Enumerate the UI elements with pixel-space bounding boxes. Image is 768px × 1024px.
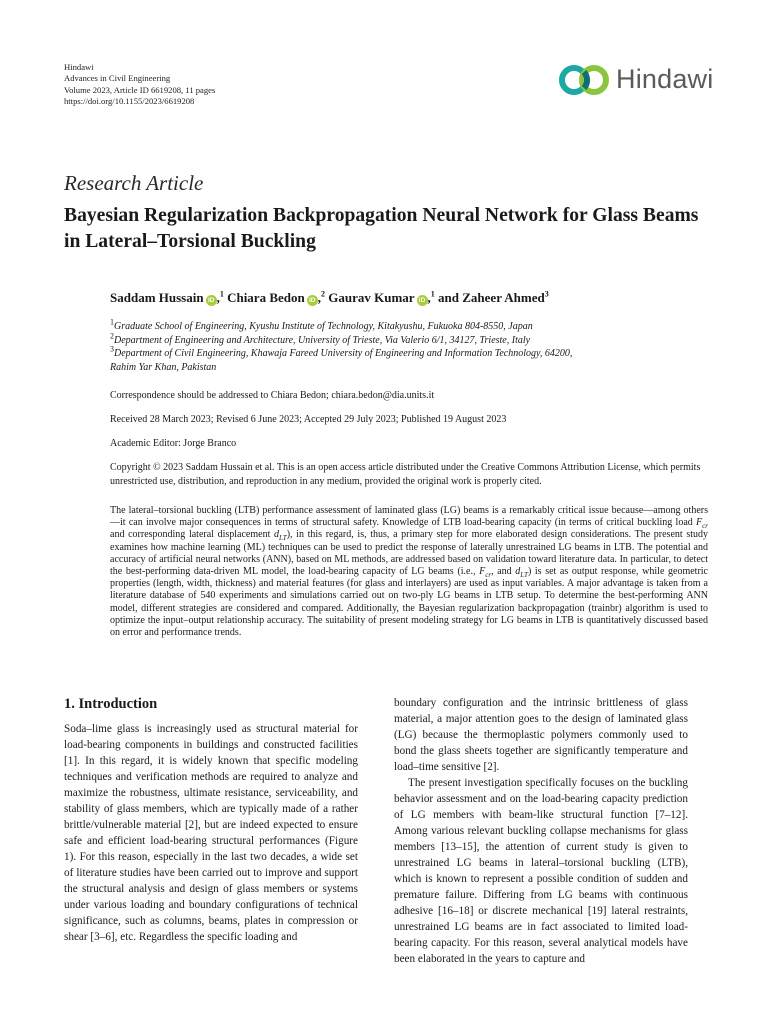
- hindawi-logo: [557, 63, 717, 97]
- journal-header: [64, 62, 215, 108]
- affiliation-mark: 1: [219, 289, 224, 299]
- paragraph: Soda–lime glass is increasingly used as structural material for load-bearing components in buildings and constructed facilities [1]. In this regard, it is widely known that specific modeling techniques and verification methods are required to analyze and maximize the robustness, ultimate resistance, serviceability, and stability of glass members, which are typically made of a rather brittle/vulnerable material [2], but are indeed expected to ensure safe and efficient load-bearing structural performances (Figure 1). For this reason, especially in the last two decades, a wide set of literature studies have been carried out to improve and support the structural analysis and design of glass members or systems under various loading and boundary configurations of technical significance, such as columns, beams, plates in compression or shear [3–6], etc. Regardless the specific loading and: [64, 723, 358, 943]
- author-name: and Zaheer Ahmed: [438, 290, 545, 305]
- orcid-icon[interactable]: iD: [206, 295, 217, 306]
- paragraph: boundary configuration and the intrinsic brittleness of glass material, a major attention goes to the design of laminated glass (LG) because the thermoplastic polymers commonly used to bond the glass sheets together are significantly temperature and load–time sensitive [2].: [394, 697, 688, 773]
- copyright-notice: Copyright © 2023 Saddam Hussain et al. This is an open access article distributed under the Creative Commons Attribution License, which permits unrestricted use, distribution, and reproduction in any medium, provided the original work is properly cited.: [110, 462, 701, 487]
- body-column-right: [394, 695, 688, 967]
- affiliation-mark: 3: [544, 289, 549, 299]
- affiliations: [110, 317, 710, 374]
- publisher-name: Hindawi: [64, 62, 94, 72]
- academic-editor: Academic Editor: Jorge Branco: [110, 438, 237, 449]
- volume-info: Volume 2023, Article ID 6619208, 11 pages: [64, 84, 216, 95]
- article-type: Research Article: [64, 171, 204, 195]
- hindawi-rings-icon: [557, 63, 613, 97]
- body-column-left: [64, 721, 358, 945]
- doi-link[interactable]: https://doi.org/10.1155/2023/6619208: [64, 96, 195, 107]
- affiliation-line: $^3$Department of Civil Engineering, Khawaja Fareed University of Engineering and Information Technology, 64200,: [110, 344, 573, 360]
- paragraph: The present investigation specifically focuses on the buckling behavior assessment and on the load-bearing capacity prediction of LG members with beam-like structural function [7–12]. Among various relevant buckling collapse mechanisms for glass members [13–15], the attention of current study is given to unrestrained LG beams in lateral–torsional buckling (LTB), which is known to represent a possible condition of sudden and premature failure. Differing from LG beams with continuous adhesive [16–18] or discrete mechanical [19] lateral restraints, unrestrained LG beams are in fact associated to limited load-bearing capacity. For this reason, several analytical models have been elaborated in the years to capture and: [394, 777, 688, 965]
- author-name: Chiara Bedon: [227, 290, 305, 305]
- affiliation-mark: 1: [430, 289, 435, 299]
- hindawi-logo-text: Hindawi: [616, 64, 714, 94]
- affiliation-line: $^1$Graduate School of Engineering, Kyushu Institute of Technology, Kitakyushu, Fukuoka 804-8550, Japan: [110, 317, 533, 332]
- orcid-icon[interactable]: iD: [417, 295, 428, 306]
- paper-title: Bayesian Regularization Backpropagation Neural Network for Glass Beams in Lateral–Torsional Buckling: [64, 205, 699, 252]
- author-name: Gaurav Kumar: [328, 290, 415, 305]
- section-heading: 1. Introduction: [64, 696, 158, 712]
- author-list: Saddam Hussain iD ,$^1$ Chiara Bedon iD ,$^2$ Gaurav Kumar iD ,$^1$ and Zaheer Ahmed$^3$: [110, 289, 549, 305]
- orcid-icon[interactable]: iD: [307, 295, 318, 306]
- affiliation-line: $^2$Department of Engineering and Architecture, University of Trieste, Via Valerio 6/1, 34127, Trieste, Italy: [110, 331, 531, 346]
- publication-dates: Received 28 March 2023; Revised 6 June 2023; Accepted 29 July 2023; Published 19 August 2023: [110, 414, 507, 425]
- affiliation-line: Rahim Yar Khan, Pakistan: [110, 361, 217, 373]
- abstract: The lateral–torsional buckling (LTB) performance assessment of laminated glass (LG) beams is a remarkably critical issue because—among others—it can involve major consequences in terms of structural safety. Knowledge of LTB load-bearing capacity (in terms of critical buckling load $F_{cr}$ and corresponding lateral displacement $d_{LT}$), in this regard, is, thus, a primary step for more elaborated design considerations. The present study examines how machine learning (ML) techniques can be used to predict the response of laterally unrestrained LG beams in LTB. The potential and accuracy of artificial neural networks (ANN), based on ML methods, are addressed based on validation toward literature data. In particular, to detect the best-performing data-driven ML model, the load-bearing capacity of LG beams (i.e., $F_{cr}$, and $d_{LT}$) is set as output response, while geometric properties (length, width, thickness) and material features (for glass and interlayers) are used as input variables. A major advantage is taken from a literature database of 540 experiments and simulations carried out on two-ply LG beams in LTB setup. To determine the best-performing ANN model, different strategies are considered and compared. Additionally, the Bayesian regularization backpropagation (trainbr) algorithm is used to optimize the input–output relationship accuracy. The suitability of present modeling strategy for LG beams in LTB is quantitatively discussed based on error and performance trends.: [110, 505, 708, 639]
- author-name: Saddam Hussain: [110, 290, 204, 305]
- affiliation-mark: 2: [320, 289, 325, 299]
- correspondence: Correspondence should be addressed to Chiara Bedon; chiara.bedon@dia.units.it: [110, 390, 435, 401]
- journal-name: Advances in Civil Engineering: [64, 73, 171, 84]
